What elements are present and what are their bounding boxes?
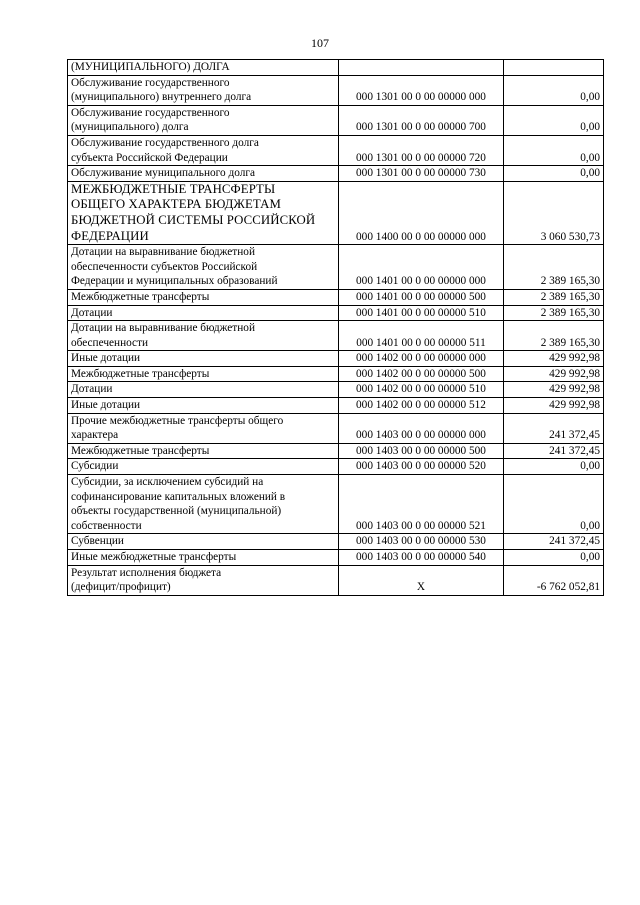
amount-cell: 0,00 <box>504 475 604 534</box>
row-name-cell: Дотации на выравнивание бюджетной обеспеченности <box>68 321 339 351</box>
table-row <box>68 443 604 459</box>
table-row <box>68 475 604 534</box>
row-name-cell: Обслуживание государственного (муниципального) долга <box>68 105 339 135</box>
table-row <box>68 565 604 595</box>
row-name-cell: Дотации на выравнивание бюджетной обеспеченности субъектов Российской Федерации и муниципальных образований <box>68 245 339 290</box>
table-row <box>68 181 604 244</box>
amount-cell: 0,00 <box>504 75 604 105</box>
table-row <box>68 105 604 135</box>
amount-cell: 2 389 165,30 <box>504 289 604 305</box>
budget-code-cell: 000 1403 00 0 00 00000 521 <box>339 475 504 534</box>
budget-code-cell: 000 1403 00 0 00 00000 530 <box>339 534 504 550</box>
row-name-cell: Дотации <box>68 382 339 398</box>
table-row <box>68 534 604 550</box>
row-name-cell: Иные дотации <box>68 398 339 414</box>
budget-code-cell: 000 1401 00 0 00 00000 510 <box>339 305 504 321</box>
amount-cell: 429 992,98 <box>504 382 604 398</box>
amount-cell <box>504 60 604 76</box>
row-name-cell: Субсидии <box>68 459 339 475</box>
amount-cell: 0,00 <box>504 105 604 135</box>
budget-code-cell: 000 1402 00 0 00 00000 500 <box>339 366 504 382</box>
table-row <box>68 382 604 398</box>
amount-cell: 2 389 165,30 <box>504 305 604 321</box>
table-row <box>68 550 604 566</box>
budget-code-cell: 000 1400 00 0 00 00000 000 <box>339 181 504 244</box>
table-body <box>68 60 604 596</box>
row-name-cell: Межбюджетные трансферты <box>68 289 339 305</box>
table-row <box>68 245 604 290</box>
table-row <box>68 321 604 351</box>
row-name-cell: Результат исполнения бюджета (дефицит/профицит) <box>68 565 339 595</box>
budget-code-cell: 000 1403 00 0 00 00000 520 <box>339 459 504 475</box>
budget-code-cell: X <box>339 565 504 595</box>
amount-cell: 241 372,45 <box>504 443 604 459</box>
amount-cell: 3 060 530,73 <box>504 181 604 244</box>
amount-cell: 0,00 <box>504 135 604 165</box>
table-row <box>68 166 604 182</box>
budget-code-cell: 000 1402 00 0 00 00000 510 <box>339 382 504 398</box>
budget-code-cell: 000 1301 00 0 00 00000 000 <box>339 75 504 105</box>
amount-cell: 429 992,98 <box>504 351 604 367</box>
table-row <box>68 366 604 382</box>
table-row <box>68 289 604 305</box>
row-name-cell: Иные межбюджетные трансферты <box>68 550 339 566</box>
row-name-cell: Дотации <box>68 305 339 321</box>
row-name-cell: Обслуживание государственного долга субъекта Российской Федерации <box>68 135 339 165</box>
table-row <box>68 459 604 475</box>
amount-cell: 0,00 <box>504 166 604 182</box>
budget-code-cell: 000 1401 00 0 00 00000 500 <box>339 289 504 305</box>
row-name-cell: Субвенции <box>68 534 339 550</box>
amount-cell: 0,00 <box>504 550 604 566</box>
page-number: 107 <box>311 36 329 50</box>
budget-code-cell: 000 1401 00 0 00 00000 000 <box>339 245 504 290</box>
table-row <box>68 135 604 165</box>
budget-code-cell: 000 1401 00 0 00 00000 511 <box>339 321 504 351</box>
amount-cell: 429 992,98 <box>504 398 604 414</box>
row-name-cell: Обслуживание муниципального долга <box>68 166 339 182</box>
row-name-cell: (МУНИЦИПАЛЬНОГО) ДОЛГА <box>68 60 339 76</box>
budget-code-cell: 000 1402 00 0 00 00000 000 <box>339 351 504 367</box>
budget-code-cell <box>339 60 504 76</box>
row-name-cell: Межбюджетные трансферты <box>68 443 339 459</box>
amount-cell: -6 762 052,81 <box>504 565 604 595</box>
row-name-cell: Межбюджетные трансферты <box>68 366 339 382</box>
amount-cell: 2 389 165,30 <box>504 321 604 351</box>
budget-code-cell: 000 1403 00 0 00 00000 500 <box>339 443 504 459</box>
budget-code-cell: 000 1301 00 0 00 00000 720 <box>339 135 504 165</box>
row-name-cell: МЕЖБЮДЖЕТНЫЕ ТРАНСФЕРТЫ ОБЩЕГО ХАРАКТЕРА БЮДЖЕТАМ БЮДЖЕТНОЙ СИСТЕМЫ РОССИЙСКОЙ ФЕДЕРАЦИИ <box>68 181 339 244</box>
table-row <box>68 305 604 321</box>
budget-code-cell: 000 1301 00 0 00 00000 730 <box>339 166 504 182</box>
row-name-cell: Прочие межбюджетные трансферты общего характера <box>68 413 339 443</box>
budget-code-cell: 000 1402 00 0 00 00000 512 <box>339 398 504 414</box>
row-name-cell: Субсидии, за исключением субсидий на софинансирование капитальных вложений в объекты государственной (муниципальной) собственности <box>68 475 339 534</box>
amount-cell: 0,00 <box>504 459 604 475</box>
row-name-cell: Иные дотации <box>68 351 339 367</box>
amount-cell: 241 372,45 <box>504 534 604 550</box>
row-name-cell: Обслуживание государственного (муниципального) внутреннего долга <box>68 75 339 105</box>
amount-cell: 429 992,98 <box>504 366 604 382</box>
table-row <box>68 413 604 443</box>
table-row <box>68 60 604 76</box>
table-row <box>68 398 604 414</box>
table-row <box>68 75 604 105</box>
amount-cell: 2 389 165,30 <box>504 245 604 290</box>
table-row <box>68 351 604 367</box>
budget-code-cell: 000 1301 00 0 00 00000 700 <box>339 105 504 135</box>
budget-code-cell: 000 1403 00 0 00 00000 000 <box>339 413 504 443</box>
budget-code-cell: 000 1403 00 0 00 00000 540 <box>339 550 504 566</box>
amount-cell: 241 372,45 <box>504 413 604 443</box>
budget-execution-table <box>67 59 604 596</box>
